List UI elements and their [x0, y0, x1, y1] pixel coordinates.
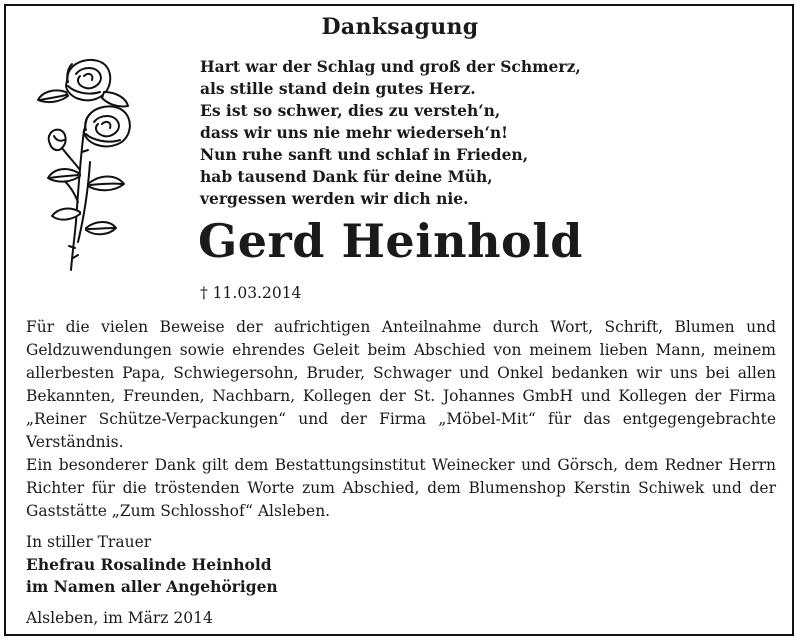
- death-date: † 11.03.2014: [200, 284, 302, 302]
- poem-line: hab tausend Dank für deine Müh,: [200, 167, 493, 186]
- thanks-paragraph-2: Ein besonderer Dank gilt dem Bestattungsinstitut Weinecker und Görsch, dem Redner Herrn Richter für die tröstenden Worte zum Abschied, dem Blumenshop Kerstin Schiwek und der Gaststätte „Zum Schlosshof“ Alsleben.: [26, 456, 776, 520]
- closing-intro: In stiller Trauer: [26, 533, 152, 551]
- poem-line: dass wir uns nie mehr wiederseh‘n!: [200, 123, 508, 142]
- poem-line: Hart war der Schlag und groß der Schmerz,: [200, 57, 581, 76]
- signature-block: [26, 531, 278, 599]
- poem-line: Nun ruhe sanft und schlaf in Frieden,: [200, 145, 529, 164]
- poem: [200, 56, 760, 210]
- closing-signer: Ehefrau Rosalinde Heinhold: [26, 554, 272, 574]
- thanks-text: [26, 316, 776, 523]
- poem-line: als stille stand dein gutes Herz.: [200, 79, 476, 98]
- place-date: Alsleben, im März 2014: [26, 609, 213, 627]
- poem-line: vergessen werden wir dich nie.: [200, 189, 469, 208]
- rose-icon: [28, 52, 140, 274]
- closing-family: im Namen aller Angehörigen: [26, 577, 278, 596]
- deceased-name: Gerd Heinhold: [198, 214, 583, 268]
- notice-heading: Danksagung: [321, 14, 479, 40]
- thanks-paragraph-1: Für die vielen Beweise der aufrichtigen Anteilnahme durch Wort, Schrift, Blumen und Geldzuwendungen sowie ehrendes Geleit beim Abschied von meinem lieben Mann, meinem allerbesten Papa, Schwiegersohn, Bruder, Schwager und Onkel bedanken wir uns bei allen Bekannten, Freunden, Nachbarn, Kollegen der St. Johannes GmbH und Kollegen der Firma „Reiner Schütze-Verpackungen“ und der Firma „Möbel-Mit“ für das entgegengebrachte Verständnis.: [26, 318, 776, 451]
- poem-line: Es ist so schwer, dies zu versteh‘n,: [200, 101, 501, 120]
